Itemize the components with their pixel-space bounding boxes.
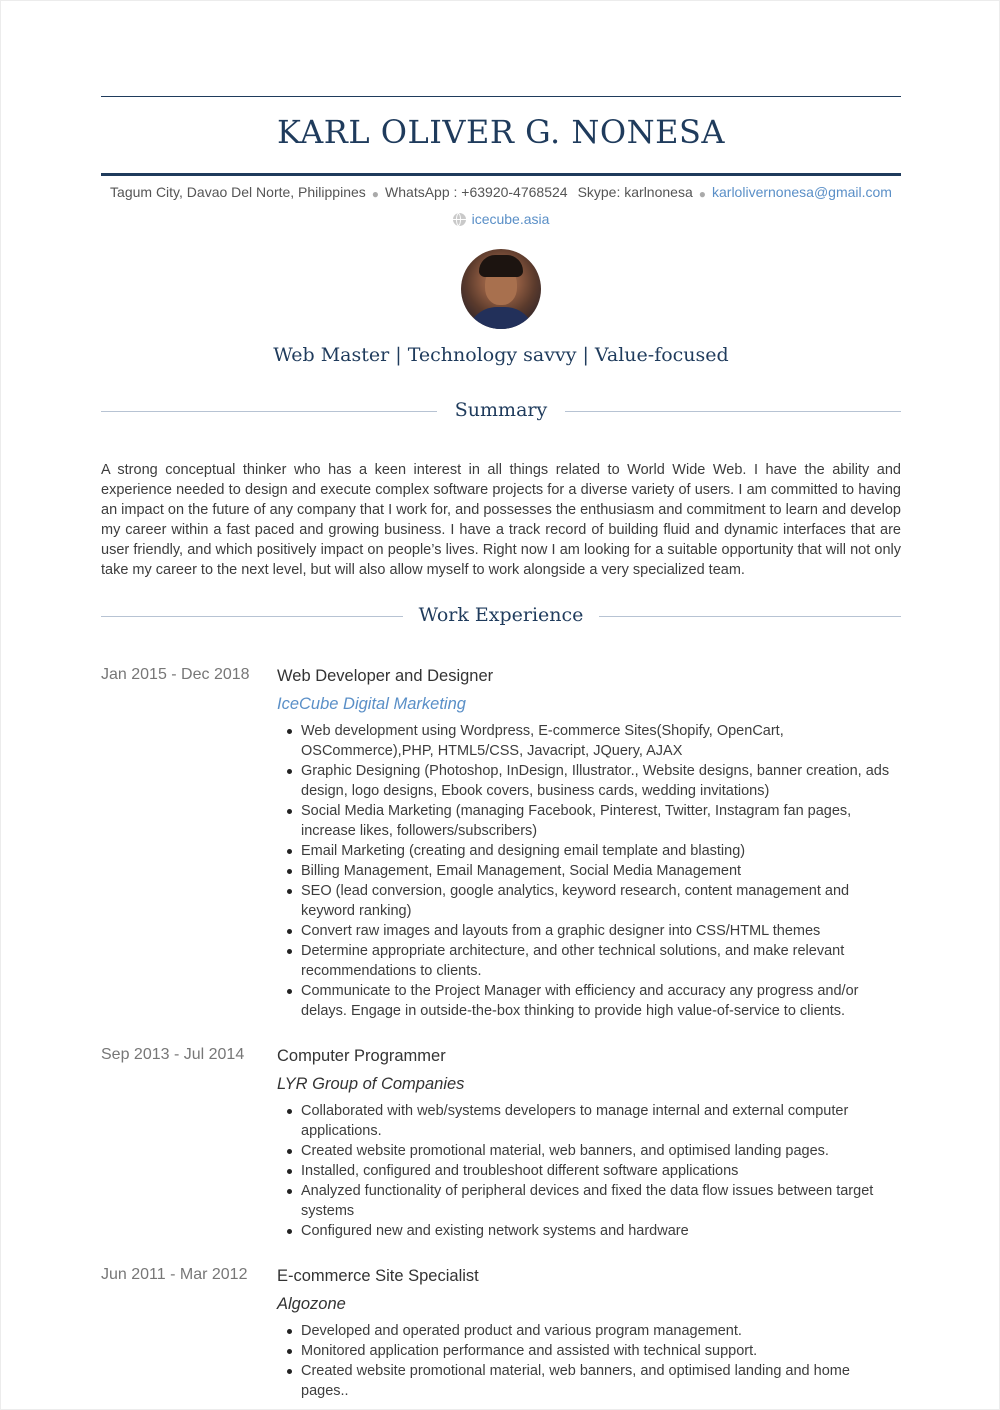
summary-text: A strong conceptual thinker who has a keen interest in all things related to World Wide Web. I have the ability and experience needed to design and execute complex software projects for a diverse variety of users. I am committed to having an impact on the future of any company that I work for, and possesses the enthusiasm and commitment to learn and develop my career within a fast paced and growing business. I have a track record of building fluid and dynamic interfaces that are user friendly, and which positively impact on people’s lives. Right now I am looking for a suitable opportunity that will not only take my career to the next level, but will also allow myself to work alongside a very specialized team.	[101, 462, 901, 578]
bullet-item: Created website promotional material, web banners, and optimised landing and home pages..	[277, 1361, 897, 1401]
job-bullets	[277, 721, 897, 1021]
section-divider	[565, 411, 901, 412]
bullet-item: Analyzed functionality of peripheral devices and fixed the data flow issues between target systems	[277, 1181, 897, 1221]
summary-section-header	[101, 396, 901, 426]
job-company: Algozone	[277, 1295, 346, 1313]
website-row	[101, 211, 901, 227]
bullet-item: Collaborated with web/systems developers to manage internal and external computer applications.	[277, 1101, 897, 1141]
job-company: LYR Group of Companies	[277, 1075, 465, 1093]
email-link[interactable]: karlolivernonesa@gmail.com	[712, 184, 892, 200]
skype: Skype: karlnonesa	[577, 184, 693, 200]
summary-title: Summary	[454, 399, 548, 421]
job-company[interactable]: IceCube Digital Marketing	[277, 695, 466, 713]
bullet-item: Monitored application performance and assisted with technical support.	[277, 1341, 897, 1361]
globe-icon	[453, 213, 466, 226]
bullet-item: Graphic Designing (Photoshop, InDesign, Illustrator., Website designs, banner creation, ads design, logo designs, Ebook covers, business cards, wedding invitations)	[277, 761, 897, 801]
separator-dot-icon: ●	[371, 187, 380, 201]
headline: Web Master | Technology savvy | Value-focused	[273, 344, 729, 366]
separator-dot-icon: ●	[698, 187, 706, 201]
top-rule	[101, 96, 901, 97]
experience-title: Work Experience	[418, 604, 584, 626]
bullet-item: Determine appropriate architecture, and other technical solutions, and make relevant recommendations to clients.	[277, 941, 897, 981]
location: Tagum City, Davao Del Norte, Philippines	[110, 184, 366, 200]
job-dates: Sep 2013 - Jul 2014	[101, 1046, 245, 1063]
job-role: Computer Programmer	[277, 1047, 446, 1065]
bullet-item: Social Media Marketing (managing Facebook, Pinterest, Twitter, Instagram fan pages, increase likes, followers/subscribers)	[277, 801, 897, 841]
contact-row	[101, 184, 901, 200]
experience-section-header	[101, 601, 901, 631]
avatar	[461, 249, 541, 329]
bullet-item: Developed and operated product and various program management.	[277, 1321, 897, 1341]
bullet-item: Installed, configured and troubleshoot different software applications	[277, 1161, 897, 1181]
whatsapp: WhatsApp : +63920-4768524	[385, 184, 568, 200]
bullet-item: Web development using Wordpress, E-commerce Sites(Shopify, OpenCart, OSCommerce),PHP, HTML5/CSS, Javacript, JQuery, AJAX	[277, 721, 897, 761]
job-bullets	[277, 1321, 897, 1401]
bullet-item: Communicate to the Project Manager with efficiency and accuracy any progress and/or delays. Engage in outside-the-box thinking to provide high value-of-service to clients.	[277, 981, 897, 1021]
bullet-item: Created website promotional material, web banners, and optimised landing pages.	[277, 1141, 897, 1161]
job-role: Web Developer and Designer	[277, 667, 494, 685]
bullet-item: Billing Management, Email Management, Social Media Management	[277, 861, 897, 881]
bullet-item: Convert raw images and layouts from a graphic designer into CSS/HTML themes	[277, 921, 897, 941]
job-dates: Jun 2011 - Mar 2012	[101, 1266, 248, 1283]
candidate-name: KARL OLIVER G. NONESA	[277, 113, 725, 151]
bullet-item: Configured new and existing network systems and hardware	[277, 1221, 897, 1241]
name-rule	[101, 173, 901, 176]
section-divider	[599, 616, 901, 617]
website-link[interactable]: icecube.asia	[471, 211, 550, 227]
bullet-item: Email Marketing (creating and designing email template and blasting)	[277, 841, 897, 861]
job-dates: Jan 2015 - Dec 2018	[101, 666, 250, 683]
bullet-item: SEO (lead conversion, google analytics, keyword research, content management and keyword ranking)	[277, 881, 897, 921]
job-bullets	[277, 1101, 897, 1241]
job-role: E-commerce Site Specialist	[277, 1267, 479, 1285]
